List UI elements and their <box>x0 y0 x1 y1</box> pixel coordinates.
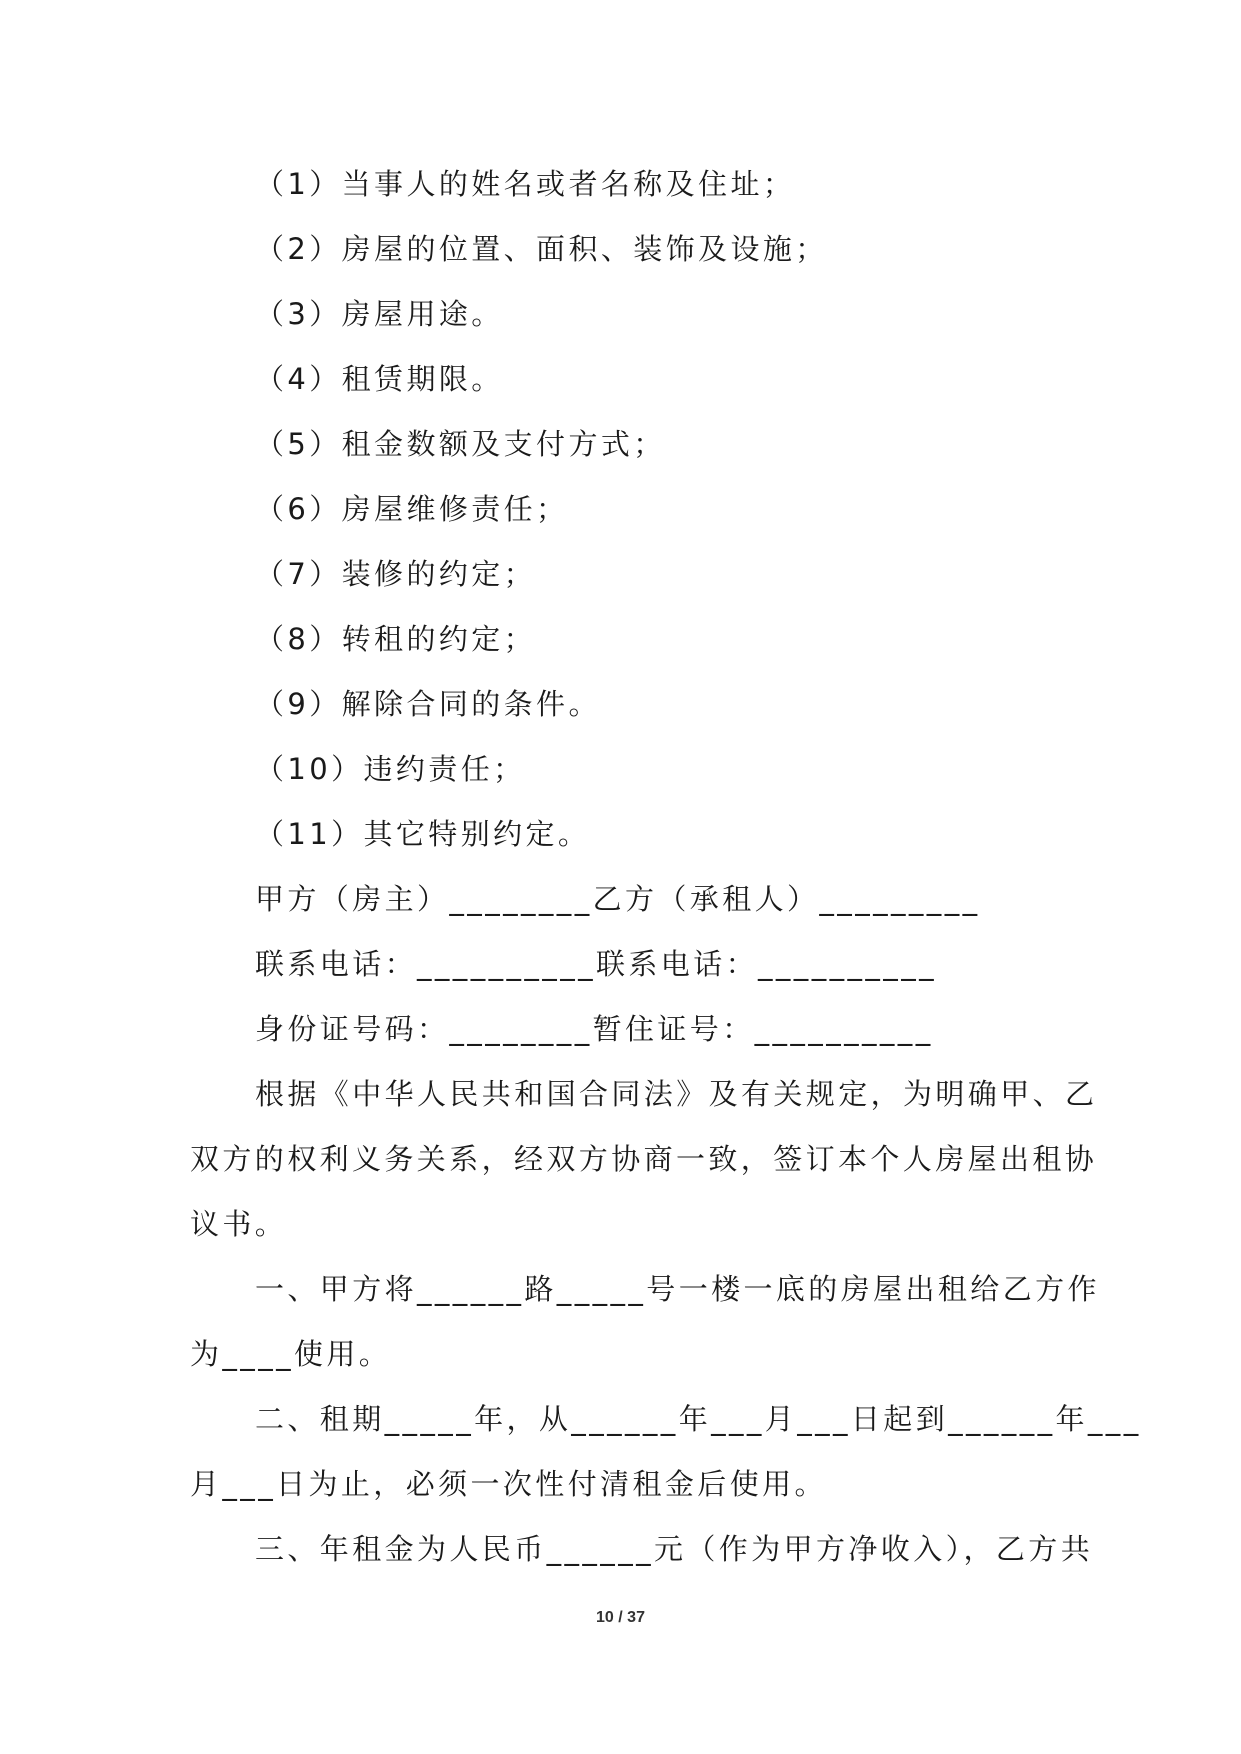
clause-1-line-2: 为____使用。 <box>190 1337 392 1371</box>
party-id-line: 身份证号码：________暂住证号：__________ <box>255 1012 934 1046</box>
clause-1-line-1: 一、甲方将______路_____号一楼一底的房屋出租给乙方作 <box>255 1272 1100 1306</box>
list-item-11: （11）其它特别约定。 <box>255 817 591 851</box>
list-item-8: （8）转租的约定； <box>255 622 537 656</box>
list-item-2: （2）房屋的位置、面积、装饰及设施； <box>255 232 828 266</box>
page-number: 10 / 37 <box>596 1609 645 1626</box>
intro-line-3: 议书。 <box>190 1207 288 1241</box>
intro-line-2: 双方的权利义务关系，经双方协商一致，签订本个人房屋出租协 <box>190 1142 1098 1176</box>
clause-2-line-2: 月___日为止，必须一次性付清租金后使用。 <box>190 1467 827 1501</box>
list-item-10: （10）违约责任； <box>255 752 526 786</box>
list-item-1: （1）当事人的姓名或者名称及住址； <box>255 167 796 201</box>
list-item-3: （3）房屋用途。 <box>255 297 504 331</box>
list-item-9: （9）解除合同的条件。 <box>255 687 601 721</box>
clause-2-line-1: 二、租期_____年，从______年___月___日起到______年___ <box>255 1402 1142 1436</box>
list-item-7: （7）装修的约定； <box>255 557 537 591</box>
list-item-5: （5）租金数额及支付方式； <box>255 427 666 461</box>
party-phone-line: 联系电话：__________联系电话：__________ <box>255 947 938 981</box>
list-item-4: （4）租赁期限。 <box>255 362 504 396</box>
list-item-6: （6）房屋维修责任； <box>255 492 569 526</box>
party-owner-line: 甲方（房主）________乙方（承租人）_________ <box>255 882 981 916</box>
clause-3-line-1: 三、年租金为人民币______元（作为甲方净收入），乙方共 <box>255 1532 1094 1566</box>
intro-line-1: 根据《中华人民共和国合同法》及有关规定，为明确甲、乙 <box>255 1077 1098 1111</box>
